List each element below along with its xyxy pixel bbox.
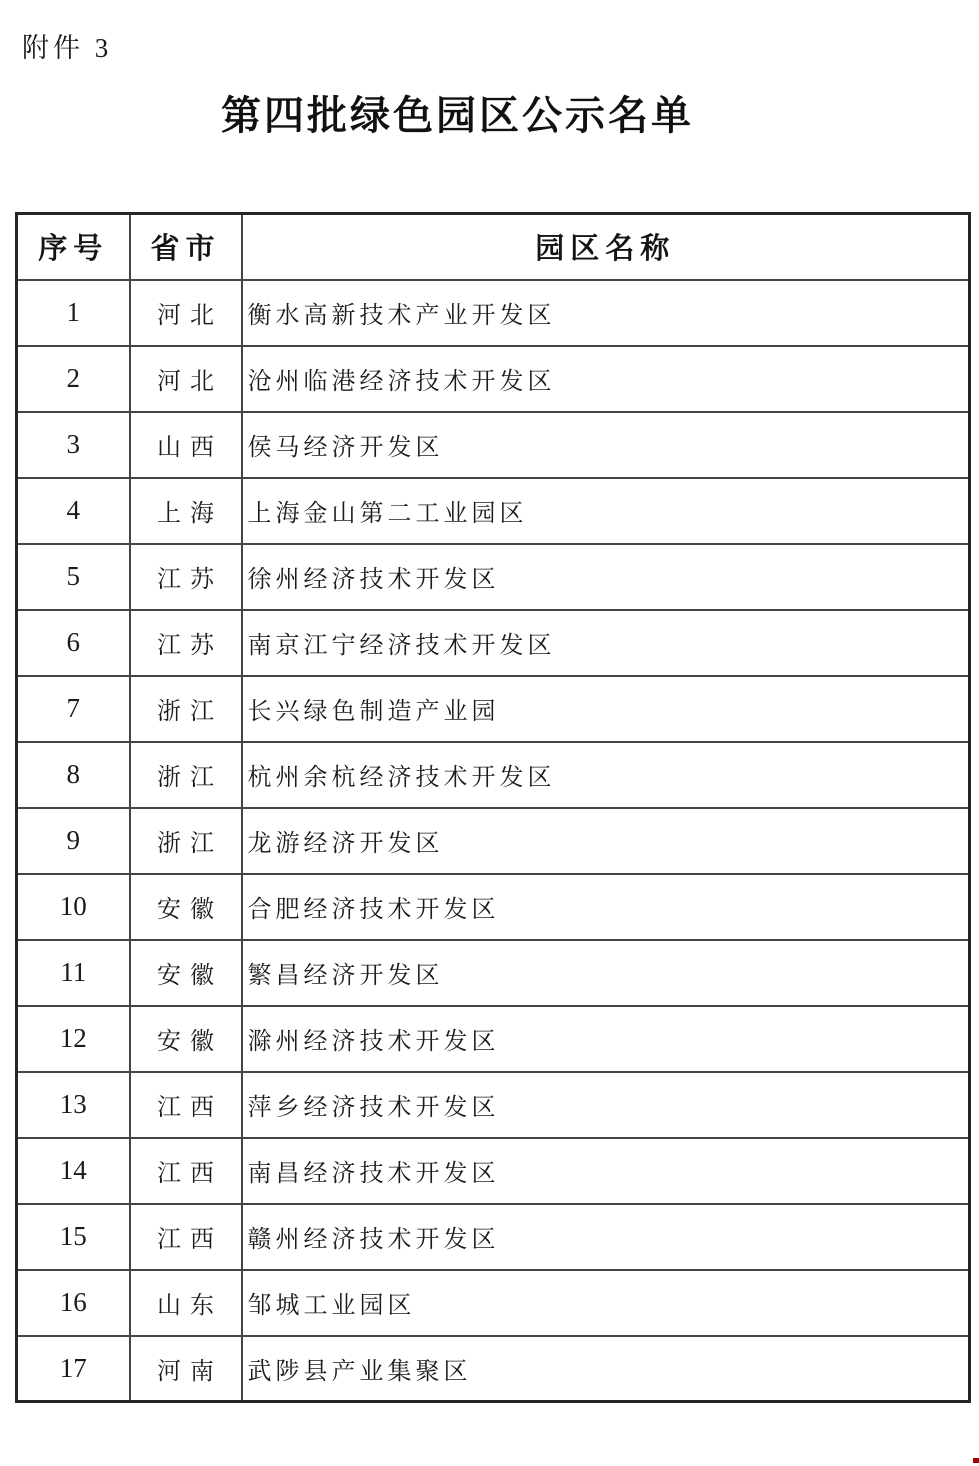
scan-corner-red-artifact <box>973 1458 979 1463</box>
park-name-cell: 侯马经济开发区 <box>242 412 970 478</box>
province-cell: 河北 <box>130 346 242 412</box>
province-cell: 浙江 <box>130 808 242 874</box>
province-cell: 安徽 <box>130 1006 242 1072</box>
province-cell: 安徽 <box>130 874 242 940</box>
province-cell: 山西 <box>130 412 242 478</box>
row-index-cell: 3 <box>17 412 130 478</box>
row-index-cell: 16 <box>17 1270 130 1336</box>
row-index-cell: 11 <box>17 940 130 1006</box>
park-name-cell: 武陟县产业集聚区 <box>242 1336 970 1402</box>
row-index-cell: 1 <box>17 280 130 346</box>
park-name-cell: 合肥经济技术开发区 <box>242 874 970 940</box>
header-row <box>17 214 970 280</box>
table-row <box>17 1138 970 1204</box>
table-row <box>17 1270 970 1336</box>
park-name-cell: 赣州经济技术开发区 <box>242 1204 970 1270</box>
park-name-cell: 衡水高新技术产业开发区 <box>242 280 970 346</box>
park-name-cell: 徐州经济技术开发区 <box>242 544 970 610</box>
row-index-cell: 9 <box>17 808 130 874</box>
park-name-cell: 萍乡经济技术开发区 <box>242 1072 970 1138</box>
province-cell: 河北 <box>130 280 242 346</box>
row-index-cell: 5 <box>17 544 130 610</box>
table-row <box>17 874 970 940</box>
park-name-cell: 上海金山第二工业园区 <box>242 478 970 544</box>
row-index-cell: 14 <box>17 1138 130 1204</box>
park-name-cell: 龙游经济开发区 <box>242 808 970 874</box>
province-cell: 江西 <box>130 1138 242 1204</box>
table-row <box>17 346 970 412</box>
column-header-index: 序号 <box>17 214 130 280</box>
park-name-cell: 滁州经济技术开发区 <box>242 1006 970 1072</box>
province-cell: 河南 <box>130 1336 242 1402</box>
page-title: 第四批绿色园区公示名单 <box>221 93 694 138</box>
park-name-cell: 沧州临港经济技术开发区 <box>242 346 970 412</box>
table-row <box>17 1072 970 1138</box>
province-cell: 安徽 <box>130 940 242 1006</box>
province-cell: 上海 <box>130 478 242 544</box>
table-header <box>17 214 970 280</box>
column-header-park-name: 园区名称 <box>242 214 970 280</box>
green-parks-table <box>15 212 971 1403</box>
province-cell: 山东 <box>130 1270 242 1336</box>
table-row <box>17 1336 970 1402</box>
table-row <box>17 808 970 874</box>
table-row <box>17 940 970 1006</box>
row-index-cell: 17 <box>17 1336 130 1402</box>
row-index-cell: 8 <box>17 742 130 808</box>
province-cell: 江苏 <box>130 610 242 676</box>
attachment-label: 附件 3 <box>22 33 113 63</box>
table-row <box>17 676 970 742</box>
table-row <box>17 544 970 610</box>
province-cell: 江苏 <box>130 544 242 610</box>
row-index-cell: 7 <box>17 676 130 742</box>
park-name-cell: 繁昌经济开发区 <box>242 940 970 1006</box>
park-name-cell: 南京江宁经济技术开发区 <box>242 610 970 676</box>
row-index-cell: 15 <box>17 1204 130 1270</box>
row-index-cell: 2 <box>17 346 130 412</box>
table-row <box>17 280 970 346</box>
park-name-cell: 邹城工业园区 <box>242 1270 970 1336</box>
table-row <box>17 412 970 478</box>
table-row <box>17 1006 970 1072</box>
province-cell: 江西 <box>130 1072 242 1138</box>
row-index-cell: 4 <box>17 478 130 544</box>
park-name-cell: 南昌经济技术开发区 <box>242 1138 970 1204</box>
column-header-province: 省市 <box>130 214 242 280</box>
table-row <box>17 610 970 676</box>
row-index-cell: 12 <box>17 1006 130 1072</box>
province-cell: 浙江 <box>130 742 242 808</box>
table-row <box>17 742 970 808</box>
table-row <box>17 478 970 544</box>
row-index-cell: 13 <box>17 1072 130 1138</box>
row-index-cell: 10 <box>17 874 130 940</box>
park-name-cell: 长兴绿色制造产业园 <box>242 676 970 742</box>
table-body <box>17 280 970 1402</box>
table-row <box>17 1204 970 1270</box>
park-name-cell: 杭州余杭经济技术开发区 <box>242 742 970 808</box>
province-cell: 浙江 <box>130 676 242 742</box>
row-index-cell: 6 <box>17 610 130 676</box>
province-cell: 江西 <box>130 1204 242 1270</box>
